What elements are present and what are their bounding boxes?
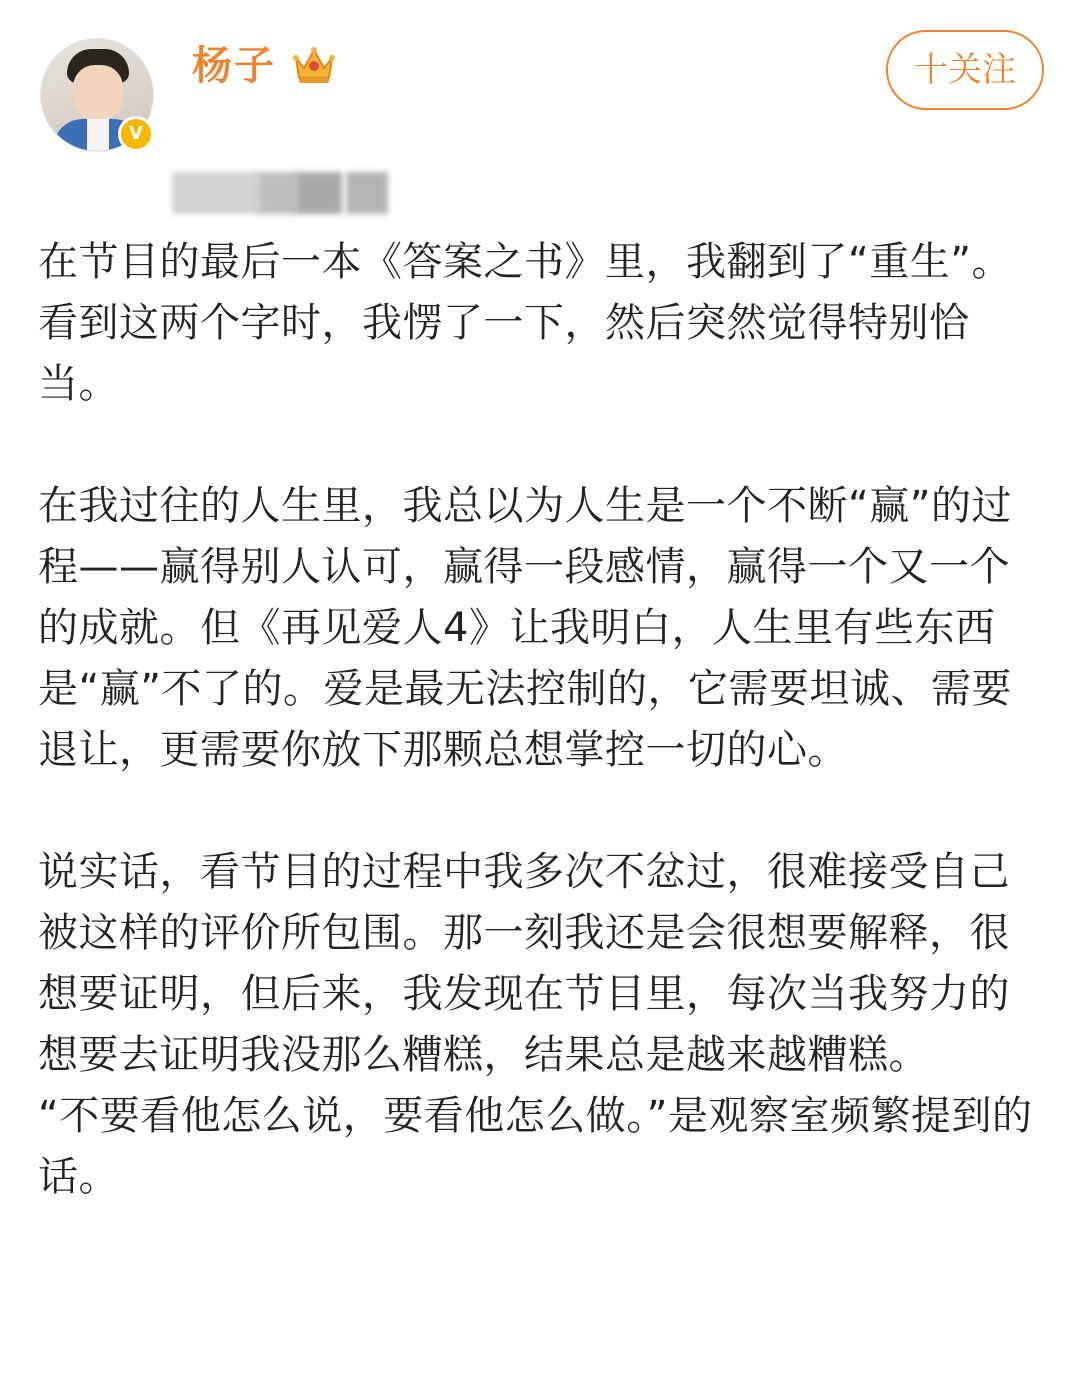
post-header <box>0 0 1080 160</box>
blurred-metadata <box>172 172 388 214</box>
post-paragraph: 看到这两个字时，我愣了一下，然后突然觉得特别恰当。 <box>38 300 970 407</box>
author-name[interactable]: 杨子 <box>192 43 276 89</box>
crown-icon <box>292 44 336 86</box>
follow-button[interactable]: 十关注 <box>886 30 1044 110</box>
post-paragraph: “不要看他怎么说，要看他怎么做。”是观察室频繁提到的话。 <box>38 1093 1033 1200</box>
post-body <box>38 232 1038 1208</box>
post-paragraph: 说实话，看节目的过程中我多次不忿过，很难接受自己被这样的评价所包围。那一刻我还是会很想要解释，很想要证明，但后来，我发现在节目里，每次当我努力的想要去证明我没那么糟糕，结果总是越来越糟糕。 <box>38 849 1010 1078</box>
post-paragraph: 在节目的最后一本《答案之书》里，我翻到了“重生”。 <box>38 239 1012 285</box>
post-paragraph: 在我过往的人生里，我总以为人生是一个不断“赢”的过程——赢得别人认可，赢得一段感情，赢得一个又一个的成就。但《再见爱人4》让我明白，人生里有些东西是“赢”不了的。爱是最无法控制的，它需要坦诚、需要退让，更需要你放下那颗总想掌控一切的心。 <box>38 483 1012 773</box>
verified-badge-icon: V <box>118 116 154 152</box>
